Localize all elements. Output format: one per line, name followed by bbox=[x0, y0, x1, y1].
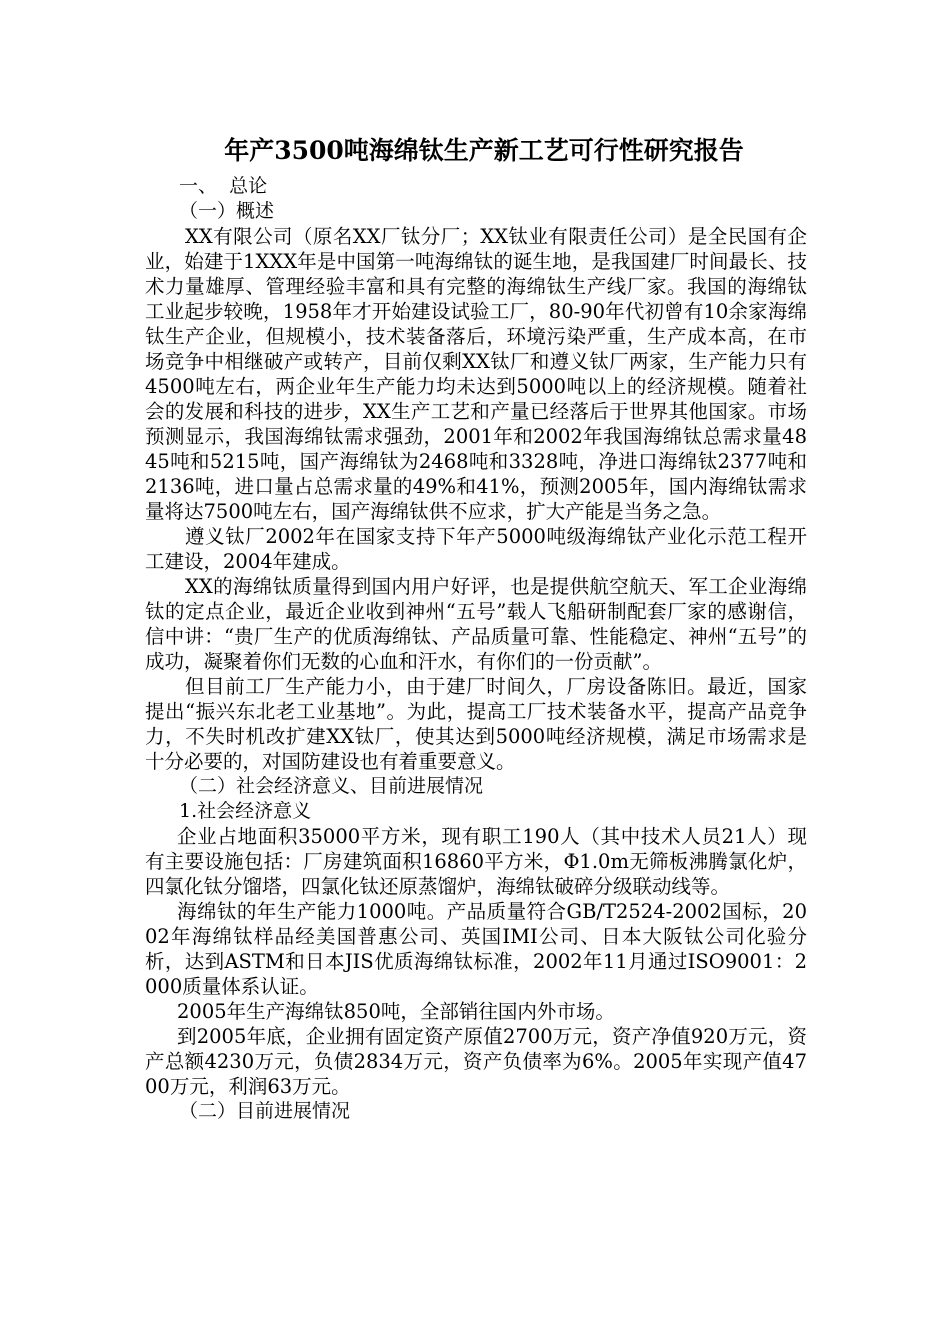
subsection-heading-economic-significance: （二）社会经济意义、目前进展情况 bbox=[179, 775, 484, 797]
document-body bbox=[145, 132, 807, 1124]
paragraph: 到2005年底，企业拥有固定资产原值2700万元，资产净值920万元，资产总额4230万元，负债2834万元，资产负债率为6%。2005年实现产值4700万元，利润63万元。 bbox=[145, 1025, 807, 1098]
paragraph: XX有限公司（原名XX厂钛分厂；XX钛业有限责任公司）是全民国有企业，始建于1XXX年是中国第一吨海绵钛的诞生地，是我国建厂时间最长、技术力量雄厚、管理经验丰富和具有完整的海绵钛生产线厂家。我国的海绵钛工业起步较晚，1958年才开始建设试验工厂，80-90年代初曾有10余家海绵钛生产企业，但规模小，技术装备落后，环境污染严重，生产成本高，在市场竞争中相继破产或转产，目前仅剩XX钛厂和遵义钛厂两家，生产能力只有4500吨左右，两企业年生产能力均未达到5000吨以上的经济规模。随着社会的发展和科技的进步，XX生产工艺和产量已经落后于世界其他国家。市场预测显示，我国海绵钛需求强劲，2001年和2002年我国海绵钛总需求量4845吨和5215吨，国产海绵钛为2468吨和3328吨，净进口海绵钛2377吨和2136吨，进口量占总需求量的49%和41%，预测2005年，国内海绵钛需求量将达7500吨左右，国产海绵钛供不应求，扩大产能是当务之急。 bbox=[145, 225, 807, 523]
paragraph: 遵义钛厂2002年在国家支持下年产5000吨级海绵钛产业化示范工程开工建设，2004年建成。 bbox=[145, 525, 807, 573]
paragraph: 但目前工厂生产能力小，由于建厂时间久，厂房设备陈旧。最近，国家提出“振兴东北老工业基地”。为此，提高工厂技术装备水平，提高产品竞争力，不失时机改扩建XX钛厂，使其达到5000吨经济规模，满足市场需求是十分必要的，对国防建设也有着重要意义。 bbox=[145, 675, 807, 773]
subsubsection-heading-social-economic: 1.社会经济意义 bbox=[179, 800, 312, 822]
paragraph: 2005年生产海绵钛850吨，全部销往国内外市场。 bbox=[177, 1000, 615, 1023]
document-title: 年产3500吨海绵钛生产新工艺可行性研究报告 bbox=[224, 136, 744, 165]
subsection-heading-progress: （二）目前进展情况 bbox=[179, 1100, 351, 1122]
paragraph: XX的海绵钛质量得到国内用户好评，也是提供航空航天、军工企业海绵钛的定点企业，最近企业收到神州“五号”载人飞船研制配套厂家的感谢信，信中讲：“贵厂生产的优质海绵钛、产品质量可靠、性能稳定、神州“五号”的成功，凝聚着你们无数的心血和汗水，有你们的一份贡献”。 bbox=[145, 575, 807, 673]
paragraph: 企业占地面积35000平方米，现有职工190人（其中技术人员21人）现有主要设施包括：厂房建筑面积16860平方米，Φ1.0m无筛板沸腾氯化炉，四氯化钛分馏塔，四氯化钛还原蒸馏炉，海绵钛破碎分级联动线等。 bbox=[145, 825, 807, 898]
paragraph: 海绵钛的年生产能力1000吨。产品质量符合GB/T2524-2002国标，2002年海绵钛样品经美国普惠公司、英国IMI公司、日本大阪钛公司化验分析，达到ASTM和日本JIS优质海绵钛标准，2002年11月通过ISO9001：2000质量体系认证。 bbox=[145, 900, 807, 998]
section-heading-overview: 一、 总论 bbox=[179, 175, 268, 197]
subsection-heading-summary: （一）概述 bbox=[179, 200, 275, 222]
